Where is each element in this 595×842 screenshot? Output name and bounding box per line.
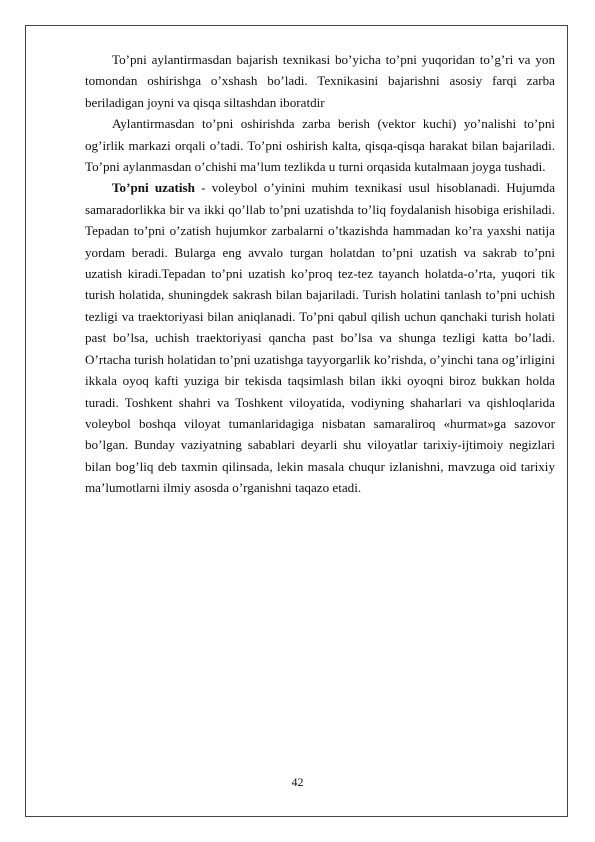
page-number: 42 bbox=[291, 775, 304, 789]
paragraph-strike-direction bbox=[85, 113, 555, 177]
paragraph-text: Aylantirmasdan to’pni oshirishda zarba berish (vektor kuchi) yo’nalishi to’pni og’irlik markazi orqali o’tadi. To’pni oshirish kalta, qisqa-qisqa harakat bilan bajariladi. To’pni aylanmasdan o’chishi ma’lum tezlikda u turni orqasida kutalmaan joyga tushadi. bbox=[85, 116, 555, 175]
document-body bbox=[85, 49, 555, 499]
paragraph-ball-passing bbox=[85, 177, 555, 498]
paragraph-ball-no-spin bbox=[85, 49, 555, 113]
paragraph-text: To’pni aylantirmasdan bajarish texnikasi bo’yicha to’pni yuqoridan to’g’ri va yon tomondan oshirishga o’xshash bo’ladi. Texnikasini bajarishni asosiy farqi zarba beriladigan joyni va qisqa siltashdan iboratdir bbox=[85, 52, 555, 110]
bold-term: To’pni uzatish bbox=[112, 180, 195, 196]
paragraph-text: - voleybol o’yinini muhim texnikasi usul hisoblanadi. Hujumda samaradorlikka bir va ikki qo’llab to’pni uzatishda to’liq foydalanish hisobiga erishiladi. Tepadan to’pni o’zatish hujumkor zarbalarni o’tkazishda hammadan ko’ra yaxshi natija yordam beradi. Bularga eng avvalo turgan holatdan to’pni uzatish va sakrab to’pni uzatish kiradi.Tepadan to’pni uzatish ko’proq tez-tez tayanch holatda-o’rta, yuqori tik turish holatida, shuningdek sakrash bilan bajariladi. Turish holatini tanlash to’pni uchish tezligi va traektoriyasi bilan aniqlanadi. To’pni qabul qilish uchun qanchaki turish holati past bo’lsa, uchish traektoriyasi qancha past bo’lsa va shunga tezligi katta bo’ladi. O’rtacha turish holatidan to’pni uzatishga tayyorgarlik ko’rishda, o’yinchi tana og’irligini ikkala oyoq kafti yuziga bir tekisda taqsimlash bilan ikki oyoqni biroz bukkan holda turadi. Toshkent shahri va Toshkent viloyatida, vodiyning shaharlari va qishloqlarida voleybol boshqa viloyat tumanlaridagiga nisbatan samaraliroq «hurmat»ga sazovor bo’lgan. Bunday vaziyatning sabablari deyarli shu viloyatlar tarixiy-ijtimoiy negizlari bilan bog’liq deb taxmin qilinsada, lekin masala chuqur izlanishni, mavzuga oid tarixiy ma’lumotlarni ilmiy asosda o’rganishni taqazo etadi. bbox=[85, 180, 556, 496]
